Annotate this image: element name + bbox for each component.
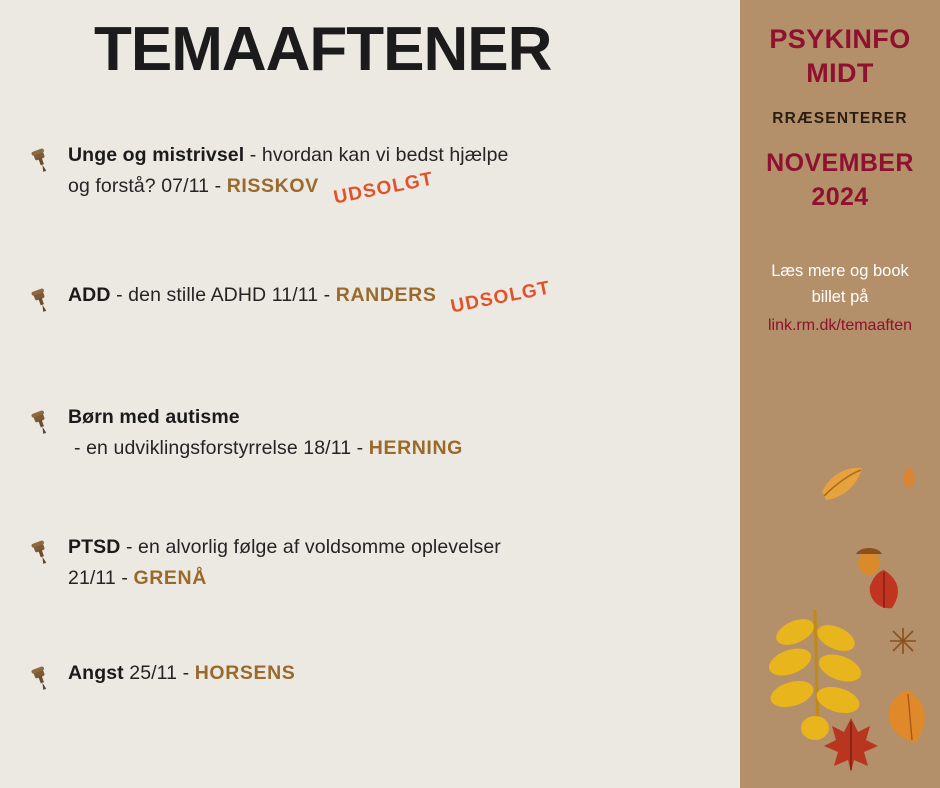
event-title: Angst (68, 662, 124, 684)
sprig-icon (888, 626, 918, 656)
event-desc: - en alvorlig følge af voldsomme oplevelser (120, 536, 501, 558)
event-place: HORSENS (194, 662, 296, 684)
event-line-2 (68, 563, 720, 594)
event-desc: 25/11 - (123, 662, 195, 684)
event-line-2 (68, 168, 720, 209)
list-item (0, 277, 740, 402)
event-list (0, 140, 740, 738)
event-title: Unge og mistrivsel (68, 144, 245, 166)
pushpin-icon (28, 148, 54, 174)
event-desc-cont: og forstå? 07/11 - (68, 175, 227, 197)
leaf-icon (882, 688, 934, 746)
event-place: RISSKOV (226, 175, 319, 197)
status-badge: UDSOLGT (331, 168, 436, 209)
list-item (0, 658, 740, 738)
leaf-icon (862, 568, 906, 612)
event-place: HERNING (368, 437, 463, 459)
month-label: NOVEMBER (766, 149, 914, 177)
booking-line-1: Læs mere og book (771, 262, 909, 280)
event-line-2 (68, 433, 463, 464)
leaf-icon (898, 466, 920, 490)
event-line-1 (68, 658, 720, 689)
booking-line-2: billet på (811, 288, 869, 306)
sidebar-content (740, 0, 940, 338)
presents-label: RRÆSENTERER (772, 110, 908, 127)
event-title: PTSD (68, 536, 121, 558)
event-desc: - hvordan kan vi bedst hjælpe (244, 144, 509, 166)
list-item (0, 532, 740, 658)
leaf-icon (760, 604, 870, 744)
acorn-icon (852, 540, 886, 576)
event-line-1 (68, 402, 720, 433)
status-badge: UDSOLGT (449, 277, 553, 318)
event-desc-cont: 21/11 - (68, 567, 134, 589)
sidebar (740, 0, 940, 788)
event-title: ADD (68, 284, 111, 306)
event-desc-cont: - en udviklingsforstyrrelse 18/11 - (74, 437, 369, 459)
leaf-icon (818, 462, 866, 504)
pushpin-icon (28, 410, 54, 436)
page-title: TEMAAFTENER (94, 15, 552, 84)
month-year (740, 146, 940, 214)
list-item (0, 402, 740, 532)
event-line-1 (68, 277, 720, 318)
brand-line-2: MIDT (806, 58, 874, 88)
event-place: GRENÅ (133, 567, 207, 589)
event-title: Børn med autisme (68, 406, 240, 428)
brand-line-1: PSYKINFO (769, 24, 911, 54)
brand-name (740, 22, 940, 90)
pushpin-icon (28, 540, 54, 566)
maple-leaf-icon (820, 714, 882, 776)
event-place: RANDERS (335, 284, 437, 306)
event-line-1 (68, 532, 720, 563)
year-label: 2024 (811, 183, 869, 211)
list-item (0, 140, 740, 280)
event-desc: - den stille ADHD 11/11 - (110, 284, 336, 306)
booking-info (740, 258, 940, 338)
pushpin-icon (28, 666, 54, 692)
pushpin-icon (28, 288, 54, 314)
event-line-1 (68, 140, 720, 171)
booking-link[interactable]: link.rm.dk/temaaften (767, 317, 913, 334)
